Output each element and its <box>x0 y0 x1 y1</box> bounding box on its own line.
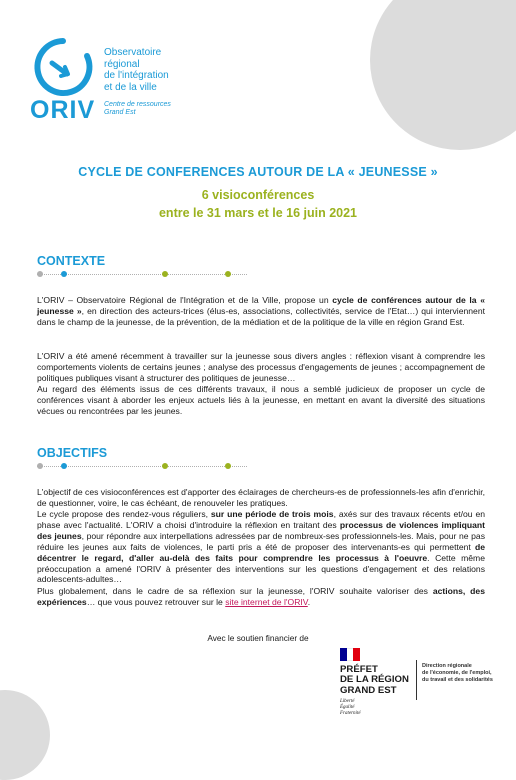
dreets-label: Direction régionale de l'économie, de l'emploi, du travail et des solidarités <box>422 663 493 683</box>
document-subtitle-dates: entre le 31 mars et le 16 juin 2021 <box>158 206 358 220</box>
contexte-paragraph-3: Au regard des éléments issus de ces différents travaux, il nous a semblé judicieux de proposer un cycle de conférences visant à aborder les enjeux actuels liés à la jeunesse, en mettant en avant la diversité des situations vécues ou rencontrées par les jeunes. <box>37 384 485 416</box>
decorative-circle-top-right <box>370 0 516 150</box>
republic-motto: Liberté Égalité Fraternité <box>340 698 361 716</box>
oriv-website-link[interactable]: site internet de l'ORIV <box>225 596 308 607</box>
financial-support-label: Avec le soutien financier de <box>207 633 309 643</box>
prefet-name: PRÉFET DE LA RÉGION GRAND EST <box>340 664 409 696</box>
section-divider-dots <box>37 271 247 279</box>
section-divider-dots <box>37 463 247 471</box>
footer-separator <box>416 660 417 700</box>
oriv-logo-icon <box>32 36 94 98</box>
oriv-full-name: Observatoire régional de l'intégration et de la ville <box>104 47 169 93</box>
objectifs-paragraph-1: L'objectif de ces visioconférences est d'apporter des éclairages de chercheurs-es de professionnels-les afin d'enrichir, de questionner, voire, le cas échéant, de renouveler les pratiques. <box>37 487 485 508</box>
french-flag-icon <box>340 648 360 661</box>
section-heading-objectifs: OBJECTIFS <box>37 446 108 460</box>
decorative-circle-bottom-left <box>0 690 50 780</box>
document-subtitle-count: 6 visioconférences <box>201 188 315 202</box>
document-title: CYCLE DE CONFERENCES AUTOUR DE LA « JEUNESSE » <box>78 165 438 179</box>
oriv-tagline: Centre de ressources Grand Est <box>104 101 171 116</box>
objectifs-paragraph-3: Plus globalement, dans le cadre de sa réflexion sur la jeunesse, l'ORIV souhaite valoriser des actions, des expériences… que vous pouvez retrouver sur le site internet de l'ORIV. <box>37 586 485 607</box>
oriv-wordmark: ORIV <box>30 96 96 124</box>
prefet-logo <box>340 648 409 717</box>
objectifs-paragraph-2: Le cycle propose des rendez-vous réguliers, sur une période de trois mois, axés sur des travaux récents et/ou en phase avec l'actualité. L'ORIV a choisi d'introduire la réflexion en traitant des processus de violences impliquant des jeunes, pour répondre aux interpellations adressées par de nombreux-ses professionnels-les. Mais, pour ne pas réduire les jeunes aux faits de violences, le parti pris a été de proposer des intervenants-es qui permettent de décentrer le regard, d'aller au-delà des faits pour comprendre les processus à l'oeuvre. Cette même préoccupation a amené l'ORIV à présenter des interventions sur les questions d'engagement et des relations adolescents-adultes… <box>37 509 486 585</box>
contexte-paragraph-2: L'ORIV a été amené récemment à travailler sur la jeunesse sous divers angles : réflexion visant à comprendre les comportements violents de certains jeunes ; analyse des processus d'engagements de jeunes ; accompagnement de politiques publiques visant à structurer des politiques de jeunesse… <box>37 351 485 383</box>
section-heading-contexte: CONTEXTE <box>37 254 106 268</box>
contexte-paragraph-1: L'ORIV – Observatoire Régional de l'Intégration et de la Ville, propose un cycle de conférences autour de la « jeunesse », en direction des acteurs-trices (élus-es, associations, collectivités, service de l'Etat…) qui interviennent dans le champ de la jeunesse, de la prévention, de la médiation et de la politique de la ville en région Grand Est. <box>37 295 486 327</box>
